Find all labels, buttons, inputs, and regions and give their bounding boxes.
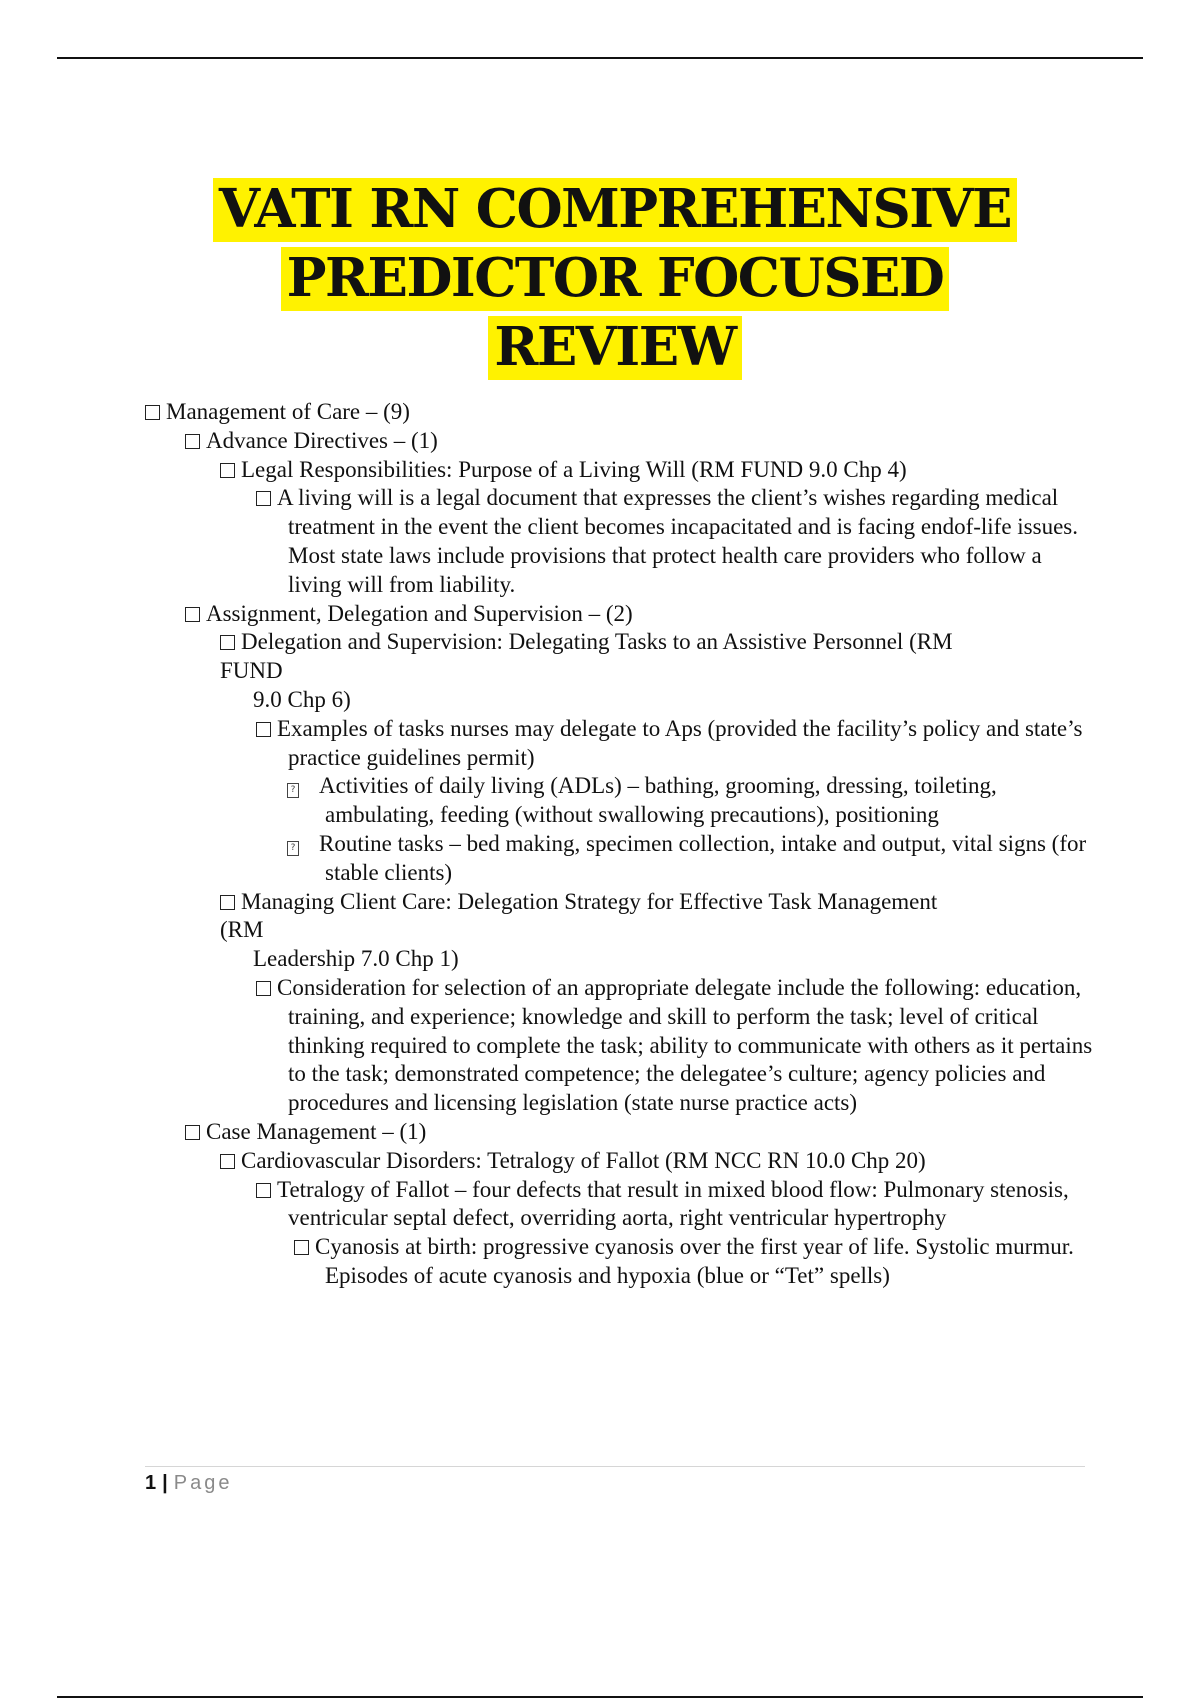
document-title — [150, 175, 1080, 382]
title-line-1: VATI RN COMPREHENSIVE — [213, 178, 1017, 242]
title-line-3: REVIEW — [488, 316, 741, 380]
checkbox-icon — [220, 635, 235, 650]
outline-item-case-management — [185, 1118, 1095, 1147]
checkbox-icon — [256, 1183, 271, 1198]
checkbox-icon — [256, 491, 271, 506]
checkbox-icon — [185, 607, 200, 622]
top-rule — [57, 57, 1143, 59]
item-label: Assignment, Delegation and Supervision – (2) — [206, 600, 633, 626]
item-text: Cyanosis at birth: progressive cyanosis over the first year of life. Systolic murmur. Episodes of acute cyanosis and hypoxia (blue or “Tet” spells) — [315, 1234, 1074, 1288]
checkbox-icon — [220, 895, 235, 910]
checkbox-icon — [220, 463, 235, 478]
missing-glyph-icon: ? — [287, 783, 299, 798]
footer-divider — [145, 1466, 1085, 1467]
item-label: Legal Responsibilities: Purpose of a Living Will (RM FUND 9.0 Chp 4) — [241, 456, 907, 482]
outline-item-cyanosis — [145, 1233, 1095, 1291]
bottom-rule — [57, 1696, 1143, 1698]
item-text: Consideration for selection of an appropriate delegate include the following: education, training, and experience; knowledge and skill to perform the task; level of critical thinking required to complete the task; ability to communicate with others as it pertains to the task; demonstrated competence; the delegatee’s culture; agency policies and procedures and licensing legislation (state nurse practice acts) — [277, 974, 1093, 1116]
item-label: Management of Care – (9) — [166, 399, 410, 424]
item-text: Activities of daily living (ADLs) – bathing, grooming, dressing, toileting, ambulating, feeding (without swallowing precautions), positioning — [319, 773, 997, 828]
item-text: Tetralogy of Fallot – four defects that result in mixed blood flow: Pulmonary stenosis, ventricular septal defect, overriding aorta, right ventricular hypertrophy — [277, 1176, 1069, 1231]
item-label-line-3: 9.0 Chp 6) — [253, 686, 351, 712]
checkbox-icon — [145, 405, 160, 420]
missing-glyph-icon: ? — [287, 841, 299, 856]
outline — [145, 398, 1095, 1291]
outline-item-consideration — [145, 974, 1095, 1118]
outline-item-living-will — [145, 484, 1095, 599]
item-text: A living will is a legal document that expresses the client’s wishes regarding medical treatment in the event the client becomes incapacitated and is facing endof-life issues. Most state laws include provisions that protect health care providers who follow a living will from liability. — [277, 485, 1078, 597]
checkbox-icon — [185, 434, 200, 449]
outline-item-delegation — [220, 628, 1095, 714]
outline-item-assignment — [185, 600, 1095, 629]
item-label: Cardiovascular Disorders: Tetralogy of Fallot (RM NCC RN 10.0 Chp 20) — [241, 1147, 926, 1173]
checkbox-icon — [294, 1240, 309, 1255]
page-footer — [145, 1472, 232, 1495]
item-label: Advance Directives – (1) — [206, 427, 438, 453]
footer-separator: | — [162, 1472, 168, 1494]
outline-item-cardiovascular — [220, 1147, 1095, 1176]
outline-item-management-of-care — [145, 398, 1095, 427]
outline-item-advance-directives — [185, 427, 1095, 456]
checkbox-icon — [256, 722, 271, 737]
checkbox-icon — [185, 1125, 200, 1140]
item-label-line-1: Delegation and Supervision: Delegating Tasks to an Assistive Personnel (RM — [241, 629, 953, 655]
item-text: Routine tasks – bed making, specimen collection, intake and output, vital signs (for stable clients) — [319, 830, 1087, 885]
item-label-line-1: Managing Client Care: Delegation Strategy for Effective Task Management — [241, 888, 938, 914]
outline-item-managing-client-care — [220, 888, 1095, 974]
page-number: 1 — [145, 1472, 157, 1494]
checkbox-icon — [256, 981, 271, 996]
checkbox-icon — [220, 1154, 235, 1169]
outline-item-routine-tasks — [145, 830, 1095, 888]
outline-item-adl — [145, 772, 1095, 830]
item-label-line-2: FUND — [220, 658, 283, 684]
outline-item-tetralogy — [145, 1176, 1095, 1234]
title-line-2: PREDICTOR FOCUSED — [281, 247, 950, 311]
outline-item-legal-responsibilities — [220, 456, 1095, 485]
item-text: Examples of tasks nurses may delegate to Aps (provided the facility’s policy and state’s practice guidelines permit) — [277, 715, 1083, 770]
item-label-line-3: Leadership 7.0 Chp 1) — [253, 946, 459, 972]
item-label: Case Management – (1) — [206, 1118, 427, 1144]
item-label-line-2: (RM — [220, 917, 264, 943]
outline-item-examples — [145, 715, 1095, 773]
page-label: Page — [173, 1472, 233, 1494]
